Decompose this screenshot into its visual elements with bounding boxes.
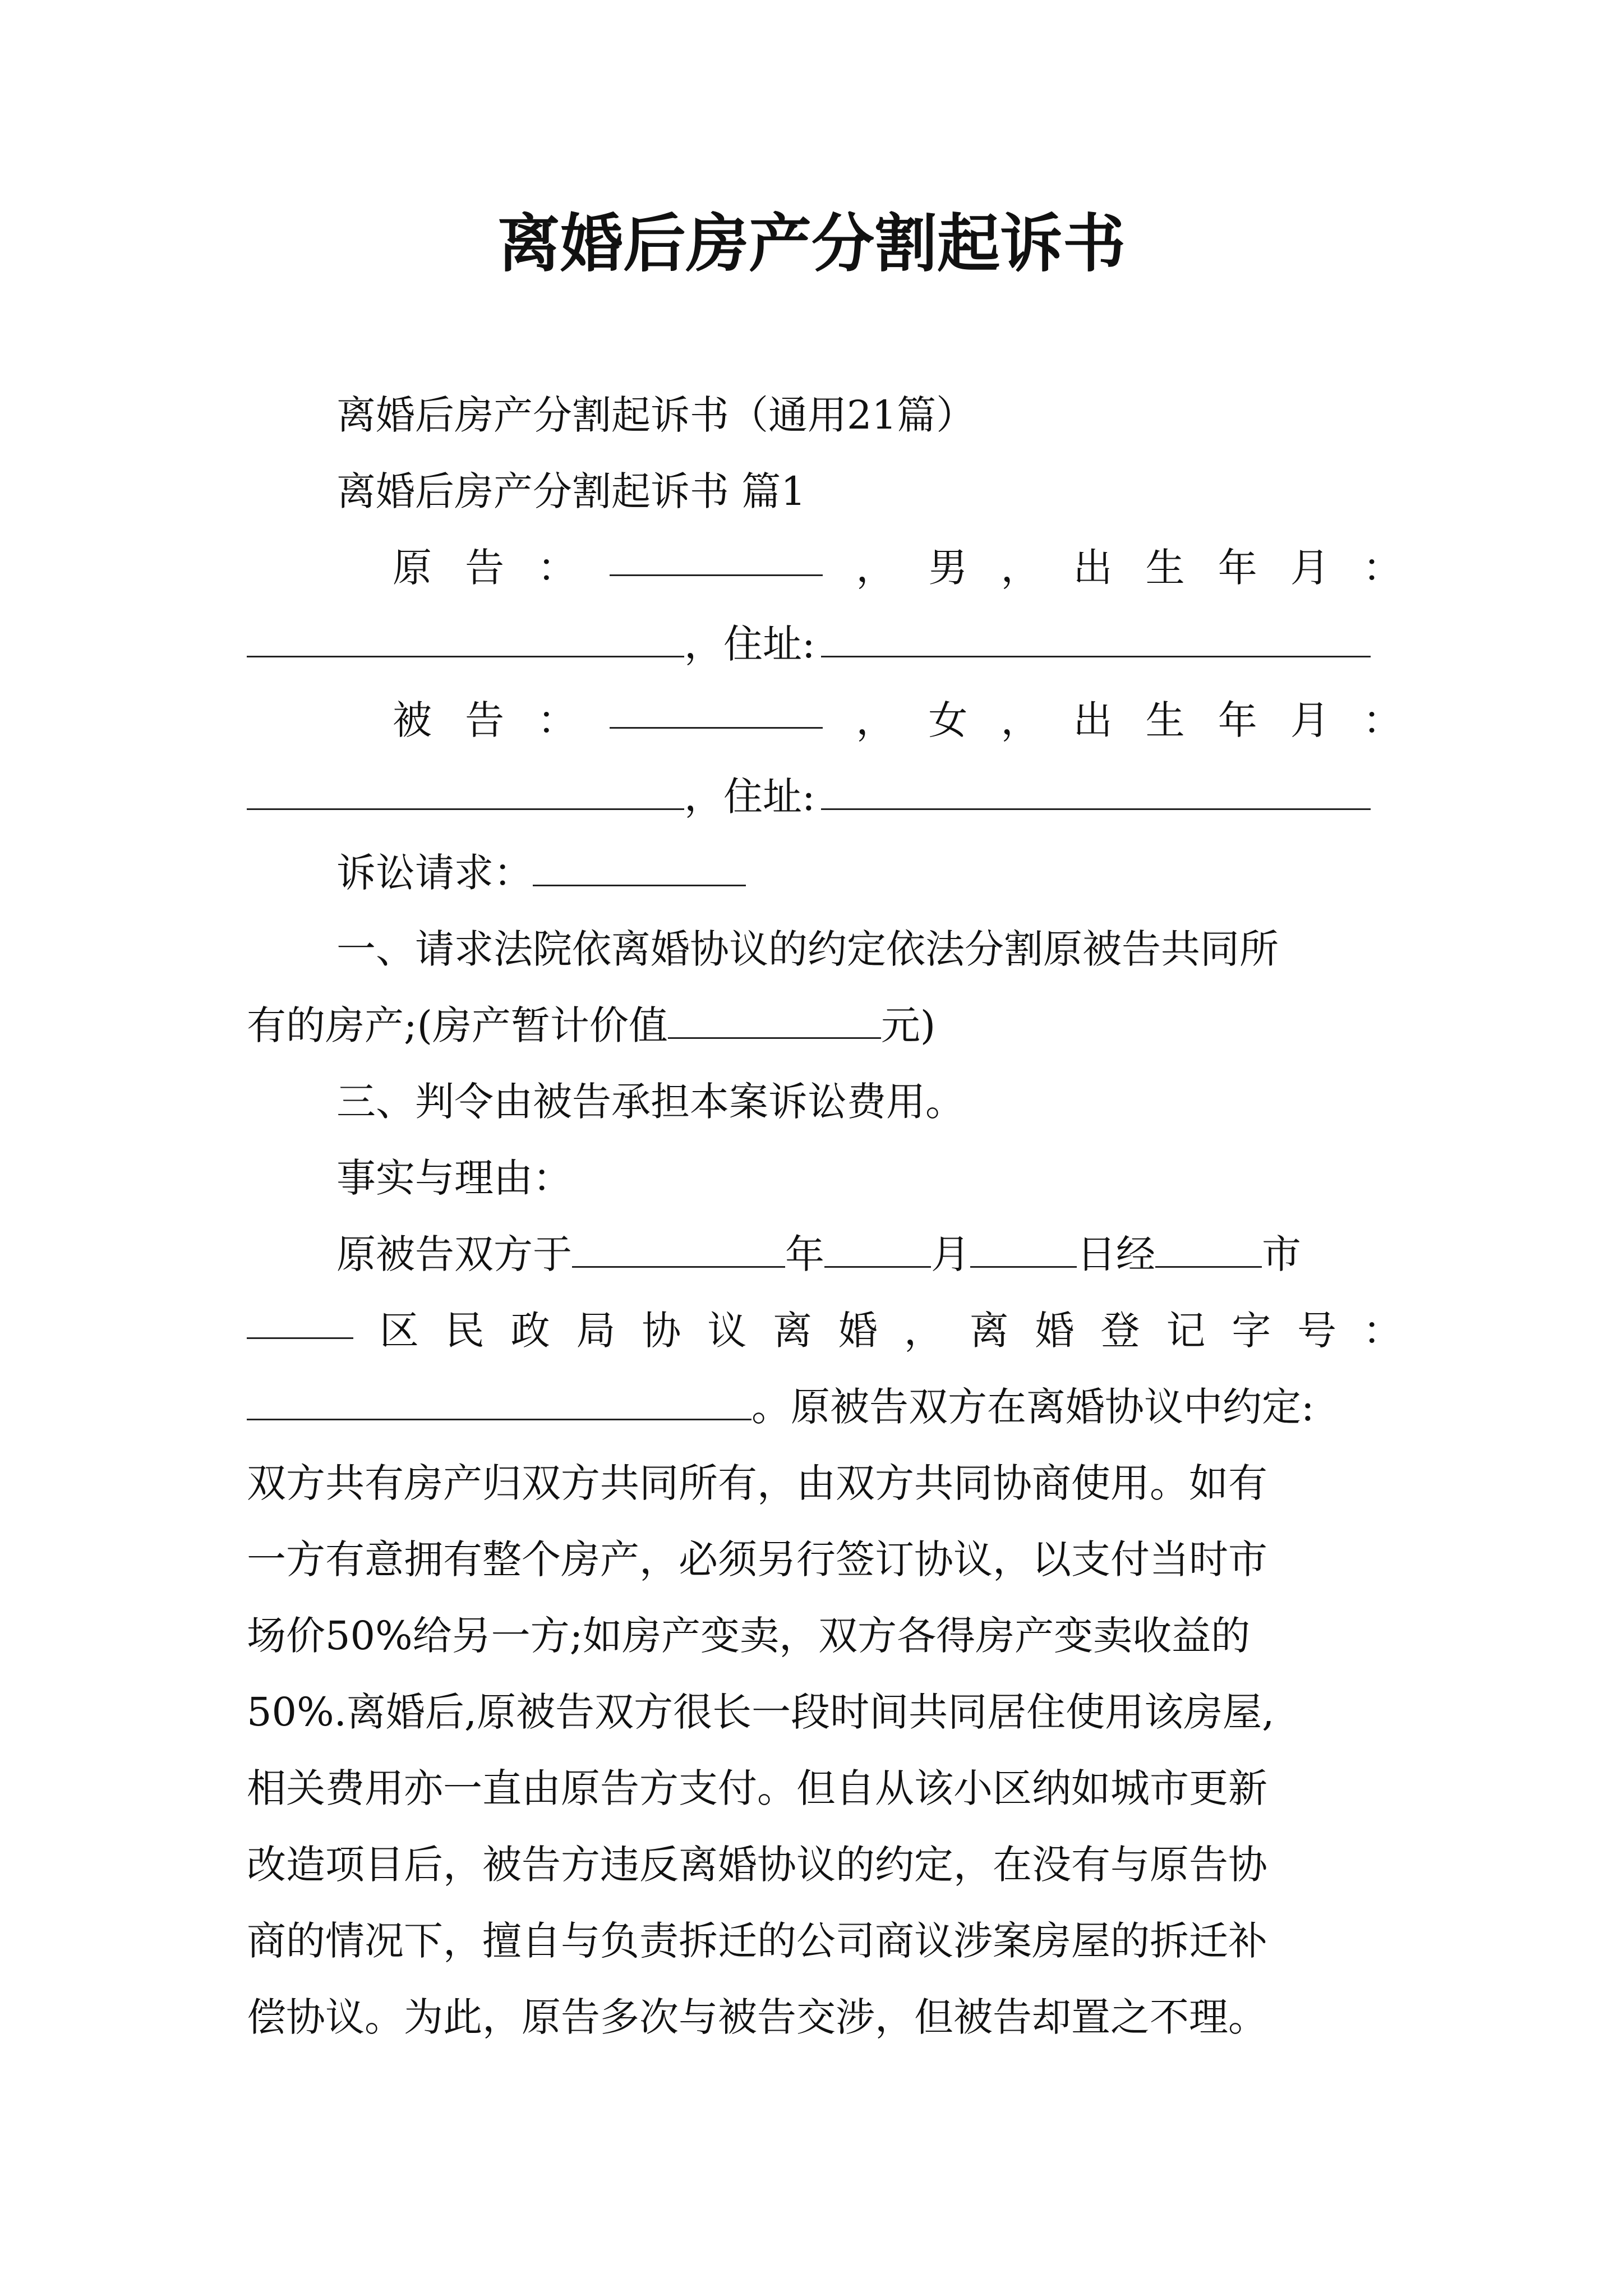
defendant-address-blank	[821, 774, 1371, 810]
facts-l2-char: 政	[510, 1308, 550, 1354]
house-value-blank	[668, 1002, 881, 1039]
defendant-dob-2: 生	[1145, 697, 1185, 743]
facts-l2-char: 区	[379, 1308, 419, 1354]
claim-1-line-2	[247, 997, 1402, 1053]
facts-paragraph-line: 改造项目后，被告方违反离婚协议的约定，在没有与原告协	[247, 1842, 1267, 1888]
claim-1-suffix: 元)	[880, 1002, 936, 1048]
plaintiff-dob-4: 月	[1290, 545, 1330, 591]
facts-l2-char: 记	[1166, 1308, 1206, 1354]
plaintiff-gender: 男	[928, 545, 968, 591]
facts-l2-char: ：	[1363, 1308, 1402, 1354]
article-heading: 离婚后房产分割起诉书 篇1	[336, 468, 806, 514]
plaintiff-colon-2: ：	[1362, 545, 1402, 591]
facts-paragraph-line: 偿协议。为此，原告多次与被告交涉，但被告却置之不理。	[247, 1994, 1267, 2040]
facts-city: 市	[1262, 1231, 1301, 1277]
facts-line-3	[247, 1379, 1402, 1435]
facts-l2-char: 字	[1232, 1308, 1271, 1354]
plaintiff-comma: ，	[856, 545, 896, 591]
year-blank	[572, 1231, 785, 1268]
page-title: 离婚后房产分割起诉书	[497, 208, 1126, 280]
facts-paragraph-line: 双方共有房产归双方共同所有，由双方共同协商使用。如有	[247, 1460, 1267, 1506]
plaintiff-dob-1: 出	[1073, 545, 1113, 591]
plaintiff-line	[247, 540, 1402, 596]
facts-l2-char: 离	[969, 1308, 1009, 1354]
facts-paragraph-line: 一方有意拥有整个房产，必须另行签订协议，以支付当时市	[247, 1536, 1267, 1582]
defendant-dob-4: 月	[1290, 697, 1330, 743]
claims-label: 诉讼请求：	[336, 850, 533, 896]
plaintiff-dob-2: 生	[1145, 545, 1185, 591]
defendant-label-1: 被	[393, 697, 432, 743]
plaintiff-label-2: 告	[465, 545, 505, 591]
defendant-name-blank	[610, 692, 823, 729]
facts-day: 日经	[1077, 1231, 1155, 1277]
claim-3: 三、判令由被告承担本案诉讼费用。	[336, 1079, 965, 1125]
subtitle: 离婚后房产分割起诉书（通用21篇）	[336, 392, 976, 438]
defendant-line	[247, 692, 1402, 748]
facts-l2-char: 登	[1100, 1308, 1140, 1354]
facts-l2-char: 议	[707, 1308, 747, 1354]
facts-paragraph-line: 商的情况下，擅自与负责拆迁的公司商议涉案房屋的拆迁补	[247, 1918, 1267, 1964]
facts-intro: 原被告双方于	[336, 1231, 572, 1277]
defendant-label-2: 告	[465, 697, 505, 743]
plaintiff-address-line	[247, 616, 1402, 672]
plaintiff-comma-2: ，	[1000, 545, 1040, 591]
defendant-dob-blank	[247, 774, 684, 810]
facts-l2-char: 民	[445, 1308, 485, 1354]
facts-l2-char: 离	[773, 1308, 813, 1354]
facts-l2-char: 婚	[838, 1308, 878, 1354]
facts-month: 月	[931, 1231, 970, 1277]
defendant-colon-2: ：	[1362, 697, 1402, 743]
claims-blank	[533, 850, 746, 886]
facts-agreement: 。原被告双方在离婚协议中约定:	[751, 1384, 1315, 1430]
facts-l2-char: 协	[642, 1308, 681, 1354]
registration-no-blank	[247, 1384, 751, 1420]
plaintiff-address-blank	[821, 621, 1371, 657]
plaintiff-dob-blank	[247, 621, 684, 657]
claim-1-prefix: 有的房产;(房产暂计价值	[247, 1002, 668, 1048]
facts-paragraph-line: 50%.离婚后,原被告双方很长一段时间共同居住使用该房屋,	[247, 1689, 1275, 1735]
defendant-dob-1: 出	[1073, 697, 1113, 743]
defendant-gender: 女	[928, 697, 968, 743]
facts-heading: 事实与理由：	[336, 1155, 572, 1201]
facts-l2-char: 号	[1297, 1308, 1337, 1354]
city-blank	[1155, 1231, 1262, 1268]
facts-l2-char: ，	[903, 1308, 943, 1354]
defendant-address-label: ，住址:	[684, 774, 815, 820]
claim-1-line-1: 一、请求法院依离婚协议的约定依法分割原被告共同所	[336, 926, 1279, 972]
facts-l2-char: 婚	[1035, 1308, 1075, 1354]
plaintiff-name-blank	[610, 540, 823, 576]
plaintiff-address-label: ，住址:	[684, 621, 815, 667]
plaintiff-dob-3: 年	[1218, 545, 1257, 591]
facts-year: 年	[785, 1231, 824, 1277]
facts-l2-char: 局	[576, 1308, 616, 1354]
plaintiff-label-1: 原	[393, 545, 432, 591]
facts-line-2	[247, 1303, 1402, 1359]
day-blank	[970, 1231, 1077, 1268]
facts-line-1	[247, 1226, 1492, 1282]
defendant-comma: ，	[856, 697, 896, 743]
facts-paragraph-line: 场价50%给另一方;如房产变卖，双方各得房产变卖收益的	[247, 1613, 1251, 1659]
district-blank	[247, 1303, 353, 1339]
defendant-comma-2: ，	[1000, 697, 1040, 743]
defendant-dob-3: 年	[1218, 697, 1257, 743]
plaintiff-colon: ：	[537, 545, 577, 591]
month-blank	[824, 1231, 931, 1268]
defendant-colon: ：	[537, 697, 577, 743]
claims-line	[247, 845, 1492, 901]
defendant-address-line	[247, 769, 1402, 825]
facts-paragraph-line: 相关费用亦一直由原告方支付。但自从该小区纳如城市更新	[247, 1765, 1267, 1811]
